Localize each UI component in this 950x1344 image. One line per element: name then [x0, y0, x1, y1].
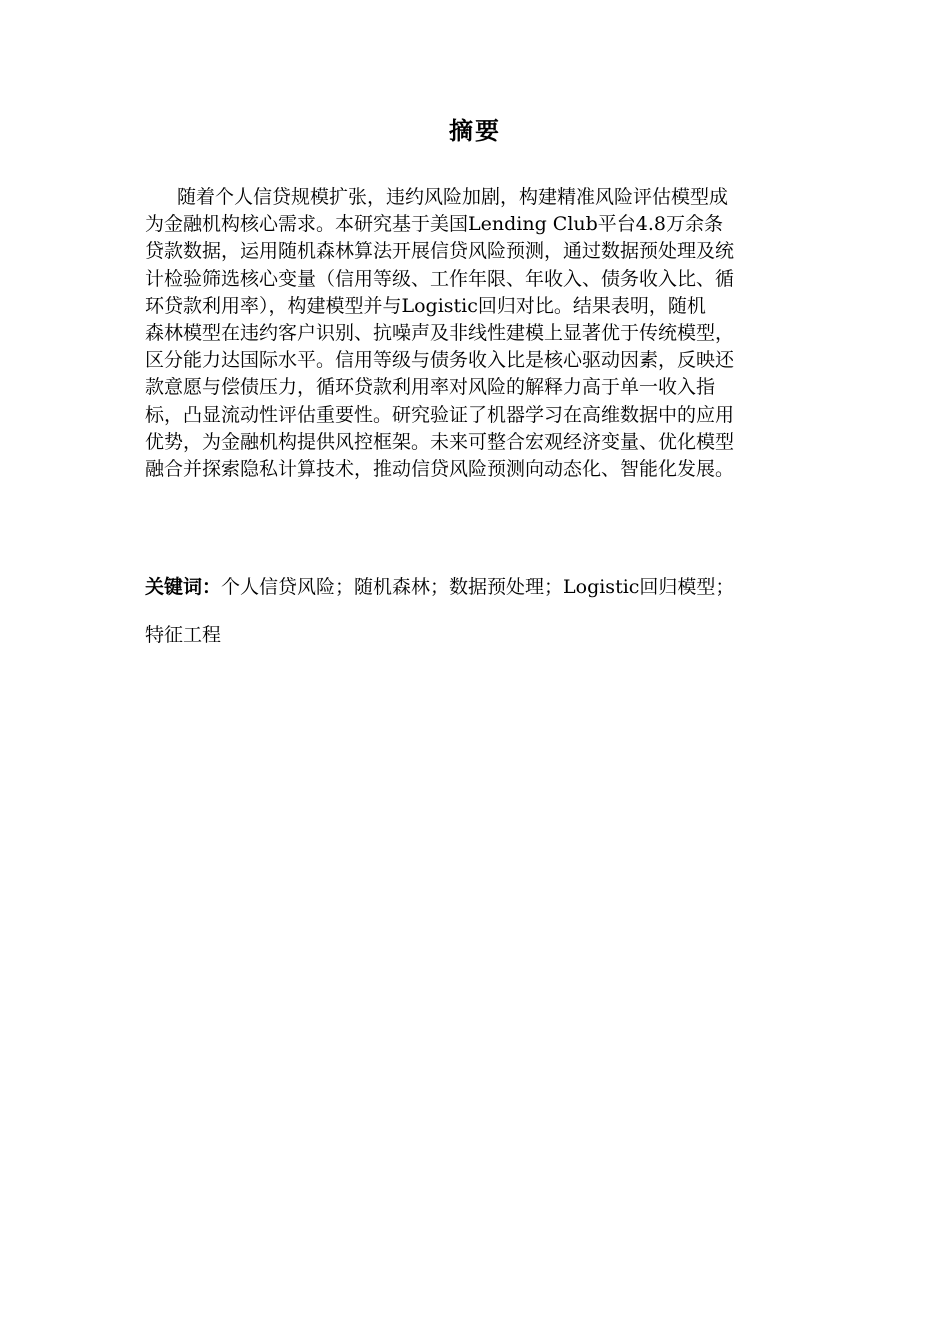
- abstract-line: 区分能力达国际水平。信用等级与债务收入比是核心驱动因素，反映还: [145, 349, 735, 372]
- abstract-line: 优势，为金融机构提供风控框架。未来可整合宏观经济变量、优化模型: [145, 430, 735, 453]
- abstract-line: 计检验筛选核心变量（信用等级、工作年限、年收入、债务收入比、循: [145, 267, 735, 290]
- abstract-line: 贷款数据，运用随机森林算法开展信贷风险预测，通过数据预处理及统: [145, 240, 735, 263]
- keywords-section: [145, 574, 855, 649]
- abstract-line: 森林模型在违约客户识别、抗噪声及非线性建模上显著优于传统模型，: [145, 321, 735, 344]
- keywords-label: 关键词：: [145, 576, 222, 598]
- keywords-line: [145, 574, 855, 601]
- keywords-continuation: 特征工程: [145, 624, 222, 646]
- abstract-line: 标，凸显流动性评估重要性。研究验证了机器学习在高维数据中的应用: [145, 403, 735, 426]
- abstract-line: 环贷款利用率），构建模型并与Logistic回归对比。结果表明，随机: [145, 294, 706, 317]
- page-title: 摘要: [449, 117, 501, 145]
- abstract-line: 为金融机构核心需求。本研究基于美国Lending Club平台4.8万余条: [145, 213, 724, 236]
- abstract-line: 融合并探索隐私计算技术，推动信贷风险预测向动态化、智能化发展。: [145, 457, 735, 480]
- abstract-line: 款意愿与偿债压力，循环贷款利用率对风险的解释力高于单一收入指: [145, 376, 716, 399]
- keywords-list: 个人信贷风险；随机森林；数据预处理；Logistic回归模型；: [221, 576, 735, 598]
- abstract-line: 随着个人信贷规模扩张，违约风险加剧，构建精准风险评估模型成: [177, 186, 729, 208]
- abstract-body: [145, 184, 845, 483]
